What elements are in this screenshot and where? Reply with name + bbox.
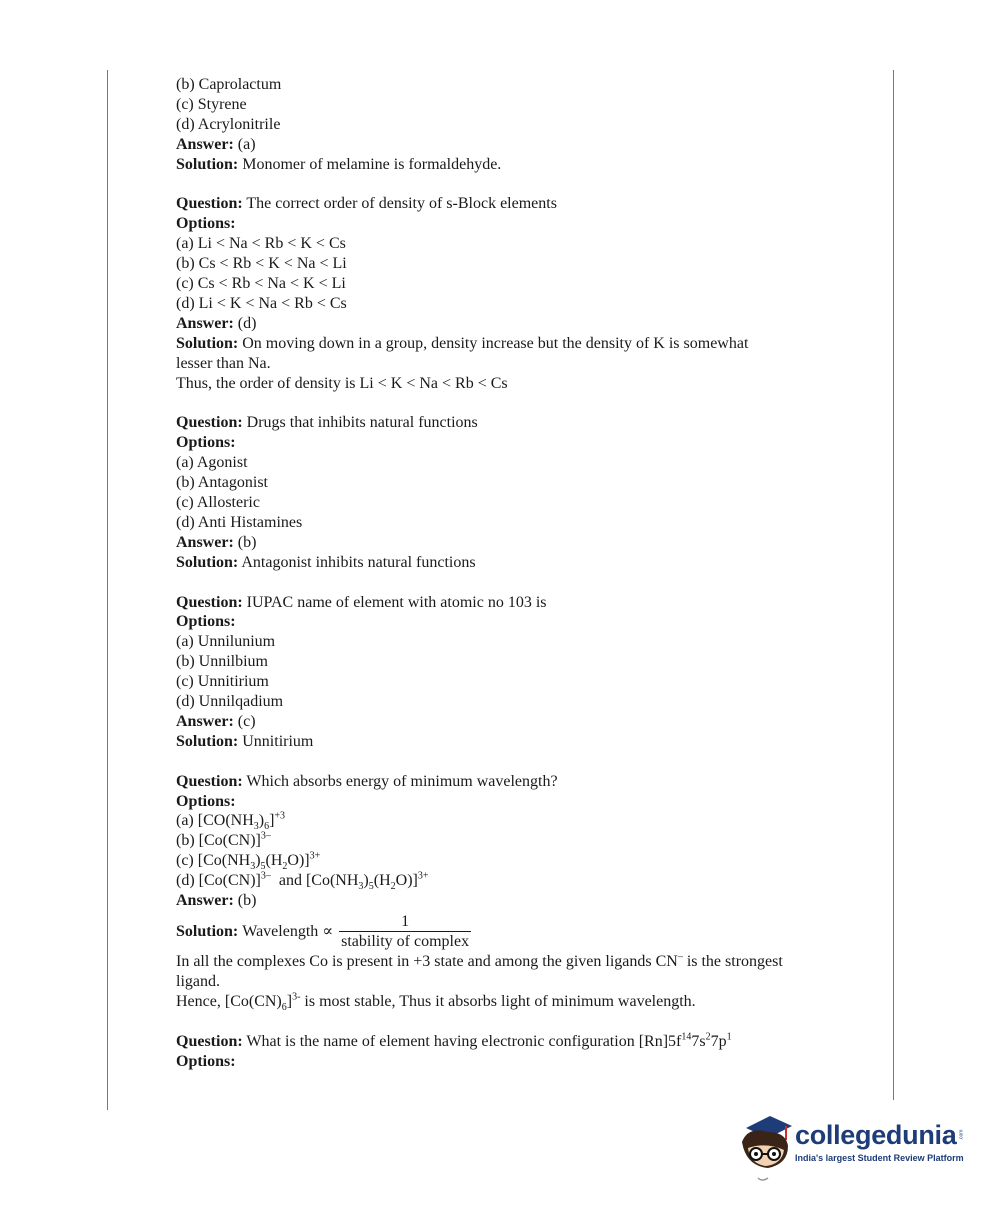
solution-conclusion: Thus, the order of density is Li < K < Na < Rb < Cs [176,374,508,392]
solution-line: Solution: On moving down in a group, density increase but the density of K is somewhat [176,334,749,352]
answer-line: Answer: (b) [176,533,257,551]
option-b: (b) $[Co(CN)]^{3-}$ [176,831,271,850]
option-b: (b) Antagonist [176,474,268,492]
option-a: (a) Agonist [176,454,248,472]
option-c: (c) Unnitirium [176,673,269,691]
logo [795,1120,964,1163]
question-line: Question: What is the name of element having electronic configuration $[Rn]5f^{14}7s^27p^1$ [176,1031,732,1050]
logo-name: collegedunia [795,1120,957,1150]
option-c: (c) Allosteric [176,494,260,511]
solution-line: Solution: Antagonist inhibits natural functions [176,553,476,571]
answer-line: Answer: (b) [176,892,257,910]
option-c: (c) Styrene [176,95,247,113]
answer-line: Answer: (a) [176,135,256,153]
logo-tagline: India's largest Student Review Platform [795,1153,964,1163]
solution-line: Solution: Monomer of melamine is formaldehyde. [176,155,502,173]
option-c: (c) Cs < Rb < Na < K < Li [176,275,346,293]
answer-line: Answer: (d) [176,314,257,332]
question-line: Question: IUPAC name of element with atomic no 103 is [176,593,547,611]
option-c: (c) $[Co(NH_3)_5(H_2O)]^{3+}$ [176,850,321,873]
question-line: Question: Drugs that inhibits natural functions [176,414,478,432]
options-label: Options: [176,613,236,631]
solution-line: Solution: Unnitirium [176,732,314,750]
option-b: (b) Unnilbium [176,653,268,671]
option-a: (a) $[CO(NH_3)_6]^{+3}$ [176,811,286,833]
solution-paragraph: In all the complexes Co is present in +3 state and among the given ligands CN– is the strongest ligand. [176,951,783,990]
question-line: Question: The correct order of density of s-Block elements [176,195,557,213]
option-b: (b) Caprolactum [176,76,282,93]
options-label: Options: [176,1052,236,1070]
option-d: (d) Anti Histamines [176,513,303,531]
logo-com: .com [958,1129,965,1141]
options-label: Options: [176,792,236,810]
solution-formula: Solution: Wavelength ∝ $\frac{1}{\text{stability of complex}}$ [176,913,470,950]
solution-conclusion: Hence, $[Co(CN)_6]^{3-}$ is most stable, Thus it absorbs light of minimum wavelength. [176,991,696,1013]
option-d: (d) $[Co(CN)]^{3-}$ and $[Co(NH_3)_5(H_2O)]^{3+}$ [176,870,429,893]
option-a: (a) Unnilunium [176,633,276,651]
answer-line: Answer: (c) [176,712,256,730]
option-d: (d) Li < K < Na < Rb < Cs [176,294,347,312]
options-label: Options: [176,434,236,452]
option-d: (d) Acrylonitrile [176,115,281,133]
option-d: (d) Unnilqadium [176,693,284,711]
option-a: (a) Li < Na < Rb < K < Cs [176,235,346,253]
fraction: $\frac{1}{\text{stability of complex}}$ [341,913,470,950]
document-body [176,75,816,1071]
option-b: (b) Cs < Rb < K < Na < Li [176,255,347,273]
solution-continuation: lesser than Na. [176,354,271,372]
left-margin-rule [107,70,108,1110]
options-label: Options: [176,215,236,233]
question-line: Question: Which absorbs energy of minimum wavelength? [176,772,558,790]
right-margin-rule [893,70,894,1100]
